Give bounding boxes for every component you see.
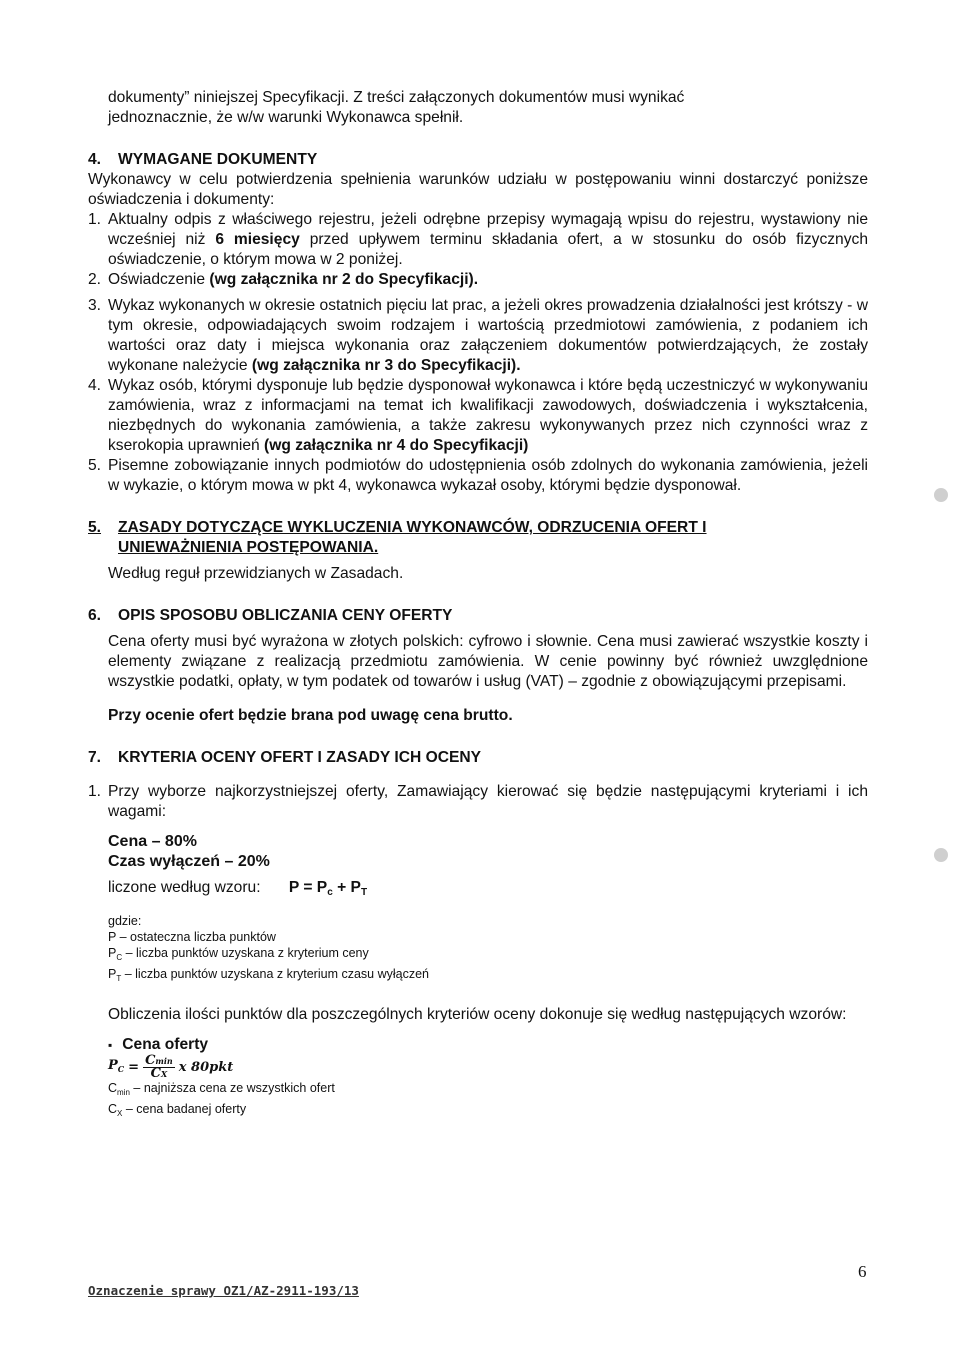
section-5-text: Według reguł przewidzianych w Zasadach. [108,565,404,582]
intro-line-1: dokumenty” niniejszej Specyfikacji. Z treści załączonych dokumentów musi wynikać [108,89,685,106]
item-number: 3. [88,297,102,314]
formula-sub: c [327,887,333,898]
price-formula [88,1055,868,1080]
definition-symbol: P [108,967,117,981]
item-bold-part: (wg załącznika nr 4 do Specyfikacji) [264,437,529,454]
section-7-heading [88,748,868,768]
item-text: Pisemne zobowiązanie innych podmiotów do udostępnienia osób zdolnych do wykonania zamówienia, jeżeli w wykazie, o którym mowa w pkt 4, wykonawca wykazał osoby, którymi będzie dysponował. [108,457,868,494]
section-4-intro: Wykonawcy w celu potwierdzenia spełnienia warunków udziału w postępowaniu winni dostarczyć poniższe oświadczenia i dokumenty: [88,171,868,208]
intro-line-2: jednoznacznie, że w/w warunki Wykonawca spełnił. [108,109,464,126]
formula-part: P [108,1058,118,1073]
criterion-time: Czas wyłączeń – 20% [108,853,270,870]
criteria-list [88,782,868,822]
main-formula [289,879,367,896]
item-text [108,270,868,290]
criterion-price: Cena – 80% [108,833,197,850]
list-item [88,296,868,376]
section-5-title-line-1: ZASADY DOTYCZĄCE WYKLUCZENIA WYKONAWCÓW, ODRZUCENIA OFERT I [118,519,707,536]
section-7-title: KRYTERIA OCENY OFERT I ZASADY ICH OCENY [118,749,482,766]
formula-sub: T [360,887,368,898]
item-text-part: Oświadczenie [108,271,210,288]
section-5-number: 5. [88,519,102,536]
formula-tail: x 80pkt [178,1059,234,1075]
formula-part: C [145,1053,156,1068]
definition-p: P – ostateczna liczba punktów [108,930,276,944]
item-bold-part: (wg załącznika nr 3 do Specyfikacji). [251,357,521,374]
item-text: Przy wyborze najkorzystniejszej oferty, Zamawiający kierować się będzie następującymi kryteriami i ich wagami: [108,783,868,820]
section-4-number: 4. [88,151,102,168]
definition-pt [108,966,868,987]
section-6-number: 6. [88,607,102,624]
square-bullet-icon: ▪ [108,1038,113,1052]
section-7-number: 7. [88,749,102,766]
item-text-part: Wykaz wykonanych w okresie ostatnich pięciu lat prac, a jeżeli okres prowadzenia działalności jest krótszy - w tym okresie, odpowiadających swoim rodzajem i wartością przedmiotowi zamówienia, z podaniem ich wartości oraz daty i miejsca wykonania oraz załączeniem dokumentów potwierdzających, że zostały wykonane należycie [108,297,868,374]
definition-sub: X [117,1109,123,1118]
fraction-denominator [151,1068,168,1080]
list-item [88,210,868,270]
item-bold-part: 6 miesięcy [215,231,300,248]
required-documents-list [88,210,868,496]
item-text-part: Aktualny odpis z właściwego rejestru, jeżeli odrębne przepisy wymagają wpisu do rejestru, wystawiony nie wcześniej niż [108,211,868,248]
item-text-part-2: przed upływem terminu składania ofert, a w stosunku do osób fizycznych oświadczenie, o którym mowa w 2 poniżej. [108,231,869,268]
list-item [88,456,868,496]
section-6-text: Cena oferty musi być wyrażona w złotych polskich: cyfrowo i słownie. Cena musi zawierać wszystkie koszty i elementy związane z realizacją przedmiotu zamówienia. W cenie powinny być również uwzględnione wszystkie podatki, opłaty, w tym podatek od towarów i usług (VAT) – zgodnie z obowiązującymi przepisami. [108,633,868,690]
price-bullet [88,1035,868,1055]
section-4-heading [88,150,868,170]
definition-text: – liczba punktów uzyskana z kryterium czasu wyłączeń [121,967,429,981]
item-text [108,210,868,270]
section-6-title: OPIS SPOSOBU OBLICZANIA CENY OFERTY [118,607,453,624]
formula-part: + P [332,879,361,896]
item-number: 1. [88,783,102,800]
calculation-intro: Obliczenia ilości punktów dla poszczególnych kryteriów oceny dokonuje się według następujących wzorów: [108,1006,847,1023]
section-6-bold-note [88,706,868,726]
definition-pc [108,945,868,966]
section-5-title [118,518,707,558]
list-item [88,782,868,822]
item-text [108,296,868,376]
definition-sub: T [116,974,122,983]
equals-sign: = [128,1059,140,1075]
scan-hole-mark [934,488,948,502]
formula-label: liczone według wzoru: [108,879,261,896]
price-definitions [88,1080,868,1122]
item-text-part: Wykaz osób, którymi dysponuje lub będzie dysponował wykonawca i które będą uczestniczyć w wykonywaniu zamówienia, wraz z informacjami na temat ich kwalifikacji zawodowych, doświadczenia i wykształcenia, niezbędnych do wykonania zamówienia, a także zakresu wykonywanych przez nich czynności wraz z kserokopia uprawnień [108,377,868,454]
item-bold-part: (wg załącznika nr 2 do Specyfikacji). [209,271,479,288]
definition-text: – najniższa cena ze wszystkich ofert [129,1081,335,1095]
definition-cmin [108,1080,868,1101]
definition-text: – liczba punktów uzyskana z kryterium ceny [122,946,369,960]
formula-sub: C [117,1064,125,1074]
section-4-title: WYMAGANE DOKUMENTY [118,151,318,168]
section-6-heading [88,606,868,626]
formula-line [88,878,868,903]
definition-symbol: C [108,1081,118,1095]
item-number: 4. [88,377,102,394]
page-content [88,88,868,1122]
where-label: gdzie: [108,914,142,928]
formula-sub: X [160,1069,168,1079]
list-item [88,376,868,456]
definition-sub: C [116,953,123,962]
formula-part: P = P [288,879,328,896]
item-number: 1. [88,211,102,228]
definition-symbol: P [108,946,117,960]
item-text [108,376,868,456]
formula-sub: min [155,1056,173,1066]
fraction [143,1055,175,1080]
definition-text: – cena badanej oferty [122,1102,247,1116]
formula-part: C [150,1066,161,1081]
item-number: 5. [88,457,102,474]
scan-hole-mark [934,848,948,862]
section-5-heading [88,518,868,558]
item-number: 2. [88,271,102,288]
price-bullet-label: Cena oferty [122,1036,209,1053]
case-reference-footer: Oznaczenie sprawy OZ1/AZ-2911-193/13 [88,1283,359,1298]
definition-sub: min [117,1088,130,1097]
page-number: 6 [858,1262,867,1281]
gross-price-note: Przy ocenie ofert będzie brana pod uwagę cena brutto. [108,707,513,724]
section-5-title-line-2: UNIEWAŻNIENIA POSTĘPOWANIA. [118,539,379,556]
pc-symbol [108,1056,124,1079]
definition-symbol: C [108,1102,118,1116]
list-item [88,270,868,290]
definitions [88,913,868,987]
definition-cx [108,1101,868,1122]
